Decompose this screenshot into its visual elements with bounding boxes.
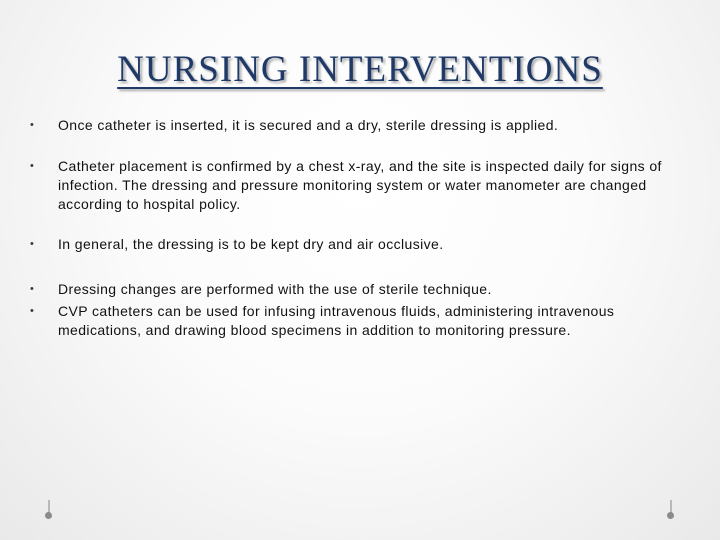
bullet-text: Dressing changes are performed with the use of sterile technique. xyxy=(58,281,492,297)
bullet-marker: • xyxy=(30,238,34,250)
bullet-marker: • xyxy=(30,283,34,295)
frame-dot-left xyxy=(45,512,52,519)
frame-dot-right xyxy=(667,512,674,519)
bullet-text: In general, the dressing is to be kept dry and air occlusive. xyxy=(58,236,444,252)
bullet-marker: • xyxy=(30,119,34,131)
slide-title: NURSING INTERVENTIONS xyxy=(117,49,603,90)
bullet-text: Catheter placement is confirmed by a chest x-ray, and the site is inspected daily for signs of infection. The dressing and pressure monitoring system or water manometer are changed according to hospital policy. xyxy=(58,158,662,212)
bullet-marker: • xyxy=(30,305,34,317)
bullet-marker: • xyxy=(30,160,34,172)
bullet-text: Once catheter is inserted, it is secured and a dry, sterile dressing is applied. xyxy=(58,117,559,133)
bullet-text: CVP catheters can be used for infusing intravenous fluids, administering intravenous medications, and drawing blood specimens in addition to monitoring pressure. xyxy=(58,303,615,338)
